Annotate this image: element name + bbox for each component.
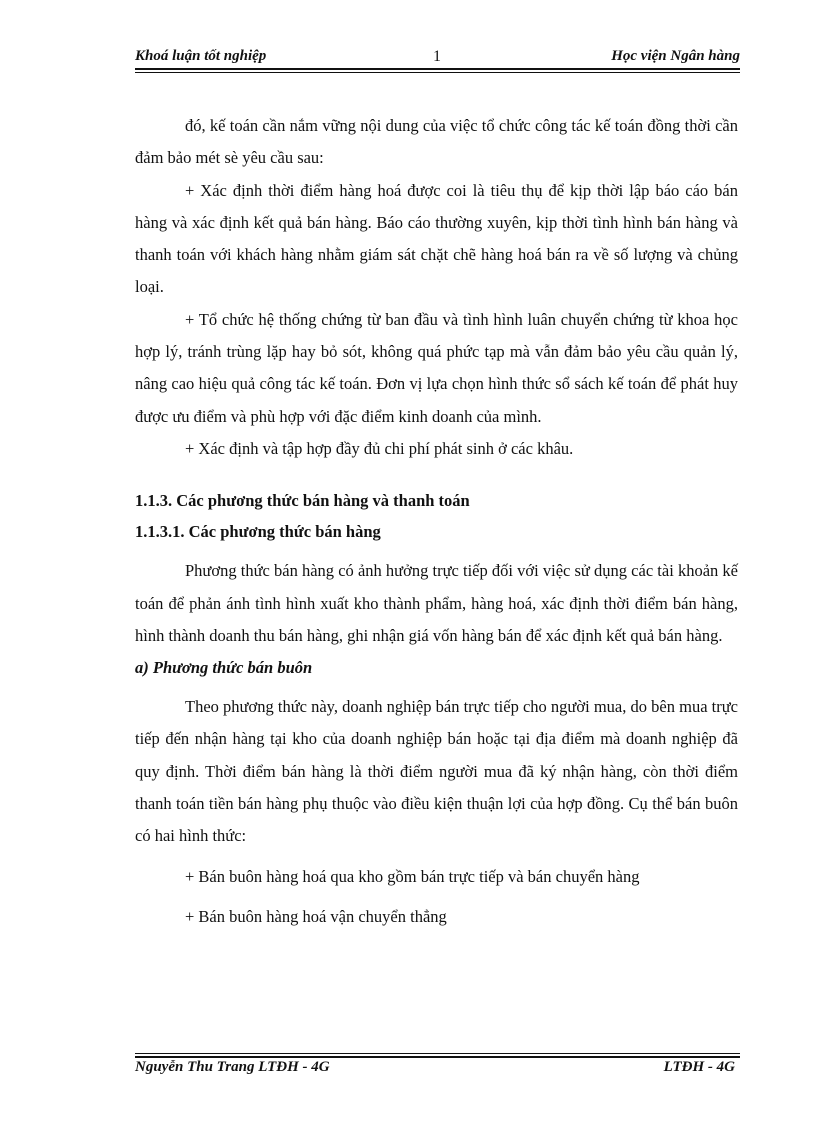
wholesale-heading: a) Phương thức bán buôn bbox=[135, 658, 313, 678]
header-page-number: 1 bbox=[433, 48, 441, 65]
paragraph-wholesale: Theo phương thức này, doanh nghiệp bán trực tiếp cho người mua, do bên mua trực tiếp đến nhận hàng tại kho của doanh nghiệp bán hoặc tại địa điểm mà doanh nghiệp đã quy định. Thời điểm bán hàng là thời điểm người mua đã ký nhận hàng, còn thời điểm thanh toán tiền bán hàng phụ thuộc vào điều kiện thuận lợi của hợp đồng. Cụ thể bán buôn có hai hình thức: bbox=[135, 697, 738, 846]
list-item-wholesale-direct: + Bán buôn hàng hoá vận chuyển thẳng bbox=[185, 906, 447, 926]
footer-author: Nguyễn Thu Trang LTĐH - 4G bbox=[135, 1059, 330, 1075]
paragraph-requirement-3: + Xác định và tập hợp đầy đủ chi phí phát sinh ở các khâu. bbox=[185, 438, 574, 458]
paragraph-requirement-1: + Xác định thời điểm hàng hoá được coi là tiêu thụ để kịp thời lập báo cáo bán hàng và xác định kết quả bán hàng. Báo cáo thường xuyên, kịp thời tình hình bán hàng và thanh toán với khách hàng nhằm giám sát chặt chẽ hàng hoá bán ra về số lượng và chủng loại. bbox=[135, 180, 738, 297]
section-heading: 1.1.3. Các phương thức bán hàng và thanh toán bbox=[135, 491, 470, 511]
footer-divider bbox=[135, 1053, 740, 1058]
header-document-type: Khoá luận tốt nghiệp bbox=[135, 48, 267, 64]
header-divider bbox=[135, 68, 740, 73]
paragraph-intro: đó, kế toán cần nắm vững nội dung của việc tổ chức công tác kế toán đồng thời cần đảm bảo mét sè yêu cầu sau: bbox=[135, 116, 738, 168]
subsection-heading: 1.1.3.1. Các phương thức bán hàng bbox=[135, 522, 381, 542]
page-header bbox=[135, 48, 740, 70]
footer-class: LTĐH - 4G bbox=[663, 1059, 735, 1075]
paragraph-requirement-2: + Tổ chức hệ thống chứng từ ban đầu và tình hình luân chuyển chứng từ khoa học hợp lý, tránh trùng lặp hay bỏ sót, không quá phức tạp mà vẫn đảm bảo yêu cầu quản lý, nâng cao hiệu quả công tác kế toán. Đơn vị lựa chọn hình thức sổ sách kế toán để phát huy được ưu điểm và phù hợp với đặc điểm kinh doanh của mình. bbox=[135, 309, 738, 426]
header-institution: Học viện Ngân hàng bbox=[611, 48, 740, 64]
list-item-wholesale-warehouse: + Bán buôn hàng hoá qua kho gồm bán trực tiếp và bán chuyển hàng bbox=[185, 866, 640, 886]
page-body bbox=[135, 110, 738, 933]
paragraph-sales-methods: Phương thức bán hàng có ảnh hưởng trực tiếp đối với việc sử dụng các tài khoản kế toán để phản ánh tình hình xuất kho thành phẩm, hàng hoá, xác định thời điểm bán hàng, hình thành doanh thu bán hàng, ghi nhận giá vốn hàng bán để xác định kết quả bán hàng. bbox=[135, 561, 738, 645]
